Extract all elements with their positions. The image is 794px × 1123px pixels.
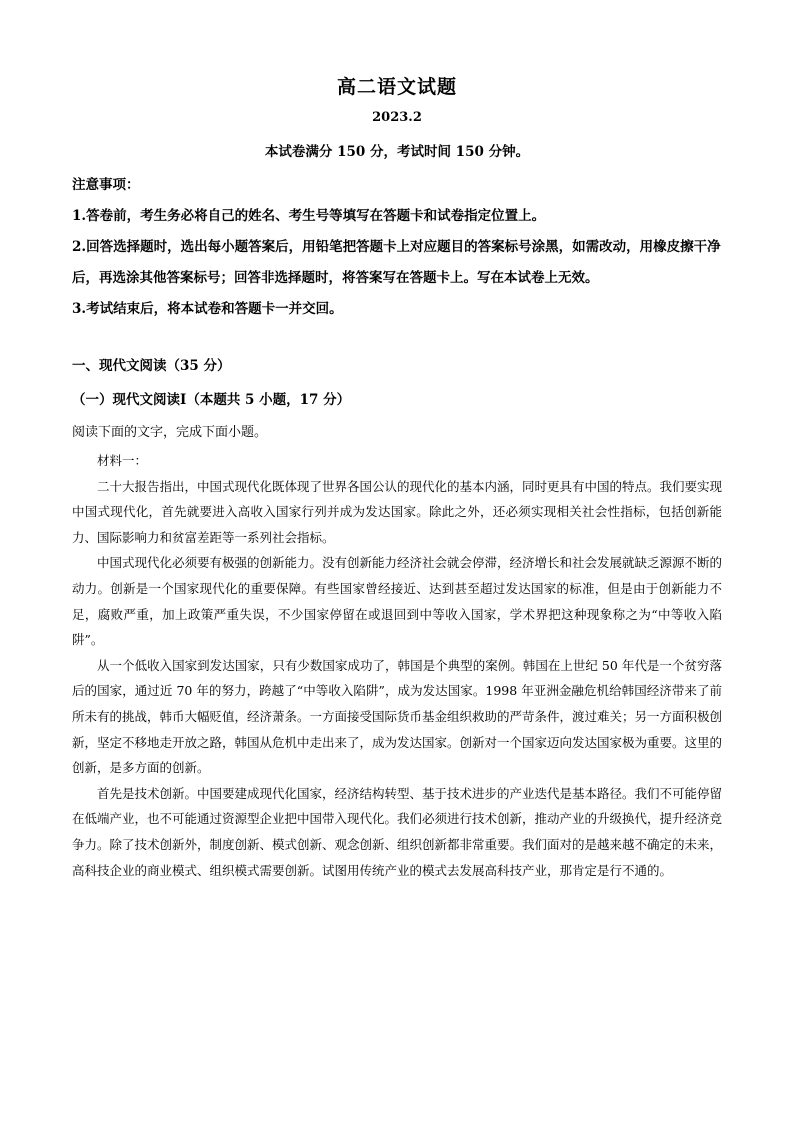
exam-date: 2023.2 xyxy=(372,110,422,125)
passage-paragraph: 二十大报告指出，中国式现代化既体现了世界各国公认的现代化的基本内涵，同时更具有中国的特点。我们要实现中国式现代化，首先就要进入高收入国家行列并成为发达国家。除此之外，还必须实现相关社会性指标，包括创新能力、国际影响力和贫富差距等一系列社会指标。 xyxy=(72,478,723,545)
subsection-heading: （一）现代文阅读Ⅰ（本题共 5 小题，17 分） xyxy=(72,392,351,408)
notes-heading: 注意事项： xyxy=(72,177,140,193)
passage-paragraph: 从一个低收入国家到发达国家，只有少数国家成功了，韩国是个典型的案例。韩国在上世纪 50 年代是一个贫穷落后的国家，通过近 70 年的努力，跨越了“中等收入陷阱”，成为发达国家。1998 年亚洲金融危机给韩国经济带来了前所未有的挑战，韩币大幅贬值，经济萧条。一方面接受国际货币基金组织救助的严苛条件，渡过难关；另一方面积极创新，坚定不移地走开放之路，韩国从危机中走出来了，成为发达国家。创新对一个国家迈向发达国家极为重要。这里的创新，是多方面的创新。 xyxy=(72,657,723,776)
passage-label: 材料一： xyxy=(97,453,148,468)
notes-item-2: 2.回答选择题时，选出每小题答案后，用铅笔把答题卡上对应题目的答案标号涂黑，如需改动，用橡皮擦干净后，再选涂其他答案标号；回答非选择题时，将答案写在答题卡上。写在本试卷上无效。 xyxy=(72,239,721,286)
passage-paragraph: 中国式现代化必须要有极强的创新能力。没有创新能力经济社会就会停滞，经济增长和社会发展就缺乏源源不断的动力。创新是一个国家现代化的重要保障。有些国家曾经接近、达到甚至超过发达国家的标准，但是由于创新能力不足，腐败严重，加上政策严重失误，不少国家停留在或退回到中等收入国家，学术界把这种现象称之为“中等收入陷阱”。 xyxy=(72,555,723,648)
page-title: 高二语文试题 xyxy=(336,76,457,98)
exam-subtitle: 本试卷满分 150 分，考试时间 150 分钟。 xyxy=(264,144,530,160)
passage-paragraph: 首先是技术创新。中国要建成现代化国家，经济结构转型、基于技术进步的产业迭代是基本路径。我们不可能停留在低端产业，也不可能通过资源型企业把中国带入现代化。我们必须进行技术创新，推动产业的升级换代，提升经济竞争力。除了技术创新外，制度创新、模式创新、观念创新、组织创新都非常重要。我们面对的是越来越不确定的未来，高科技企业的商业模式、组织模式需要创新。试图用传统产业的模式去发展高科技产业，那肯定是行不通的。 xyxy=(72,785,723,878)
reading-instruction: 阅读下面的文字，完成下面小题。 xyxy=(72,425,268,440)
notes-item-3: 3.考试结束后，将本试卷和答题卡一并交回。 xyxy=(72,301,343,317)
section-heading: 一、现代文阅读（35 分） xyxy=(72,358,231,374)
notes-block xyxy=(72,170,722,325)
reading-passage xyxy=(72,448,722,883)
notes-item-1: 1.答卷前，考生务必将自己的姓名、考生号等填写在答题卡和试卷指定位置上。 xyxy=(72,208,546,224)
